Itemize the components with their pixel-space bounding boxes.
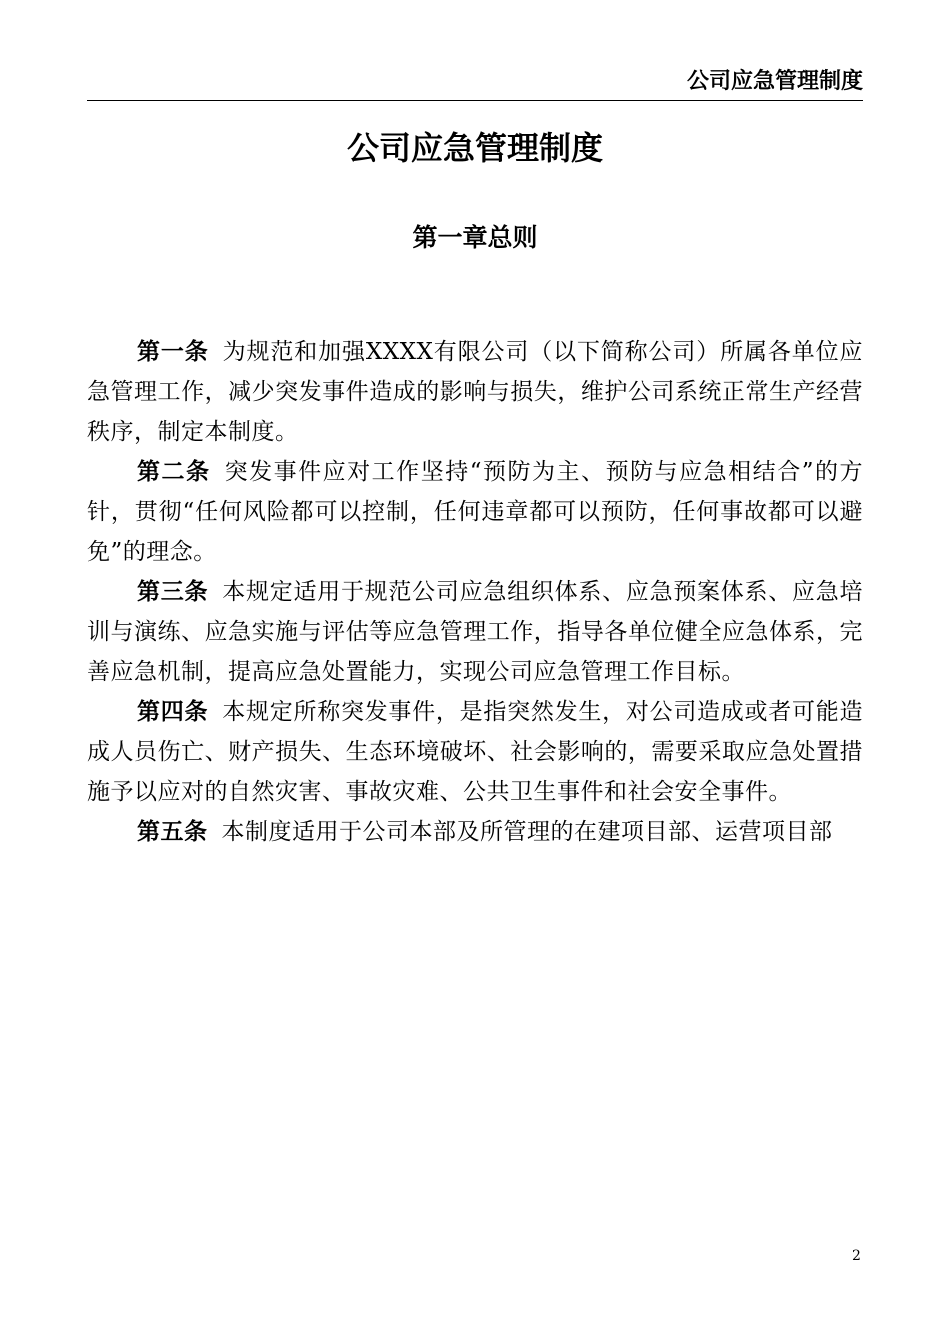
article-text: 本规定所称突发事件，是指突然发生，对公司造成或者可能造成人员伤亡、财产损失、生态环境破坏、社会影响的，需要采取应急处置措施予以应对的自然灾害、事故灾难、公共卫生事件和社会安全事件。 (87, 699, 864, 805)
article-label: 第二条 (137, 459, 211, 485)
article-1 (87, 332, 863, 452)
page-header (87, 66, 863, 101)
article-text: 突发事件应对工作坚持“预防为主、预防与应急相结合”的方针，贯彻“任何风险都可以控制，任何违章都可以预防，任何事故都可以避免”的理念。 (87, 459, 863, 565)
header-title: 公司应急管理制度 (686, 69, 863, 94)
article-label: 第三条 (137, 579, 209, 605)
document-title: 公司应急管理制度 (346, 129, 603, 167)
article-3 (87, 572, 863, 692)
article-text: 本制度适用于公司本部及所管理的在建项目部、运营项目部 (221, 819, 833, 845)
article-label: 第一条 (137, 339, 209, 365)
article-2 (87, 452, 863, 572)
article-label: 第五条 (137, 819, 208, 845)
article-text: 为规范和加强XXXX有限公司（以下简称公司）所属各单位应急管理工作，减少突发事件造成的影响与损失，维护公司系统正常生产经营秩序，制定本制度。 (87, 339, 864, 445)
article-text: 本规定适用于规范公司应急组织体系、应急预案体系、应急培训与演练、应急实施与评估等应急管理工作，指导各单位健全应急体系，完善应急机制，提高应急处置能力，实现公司应急管理工作目标。 (87, 579, 864, 685)
page-number: 2 (852, 1248, 861, 1264)
article-5 (87, 812, 863, 852)
article-label: 第四条 (137, 699, 209, 725)
article-4 (87, 692, 863, 812)
chapter-title: 第一章总则 (412, 223, 538, 252)
articles-body (87, 332, 863, 852)
